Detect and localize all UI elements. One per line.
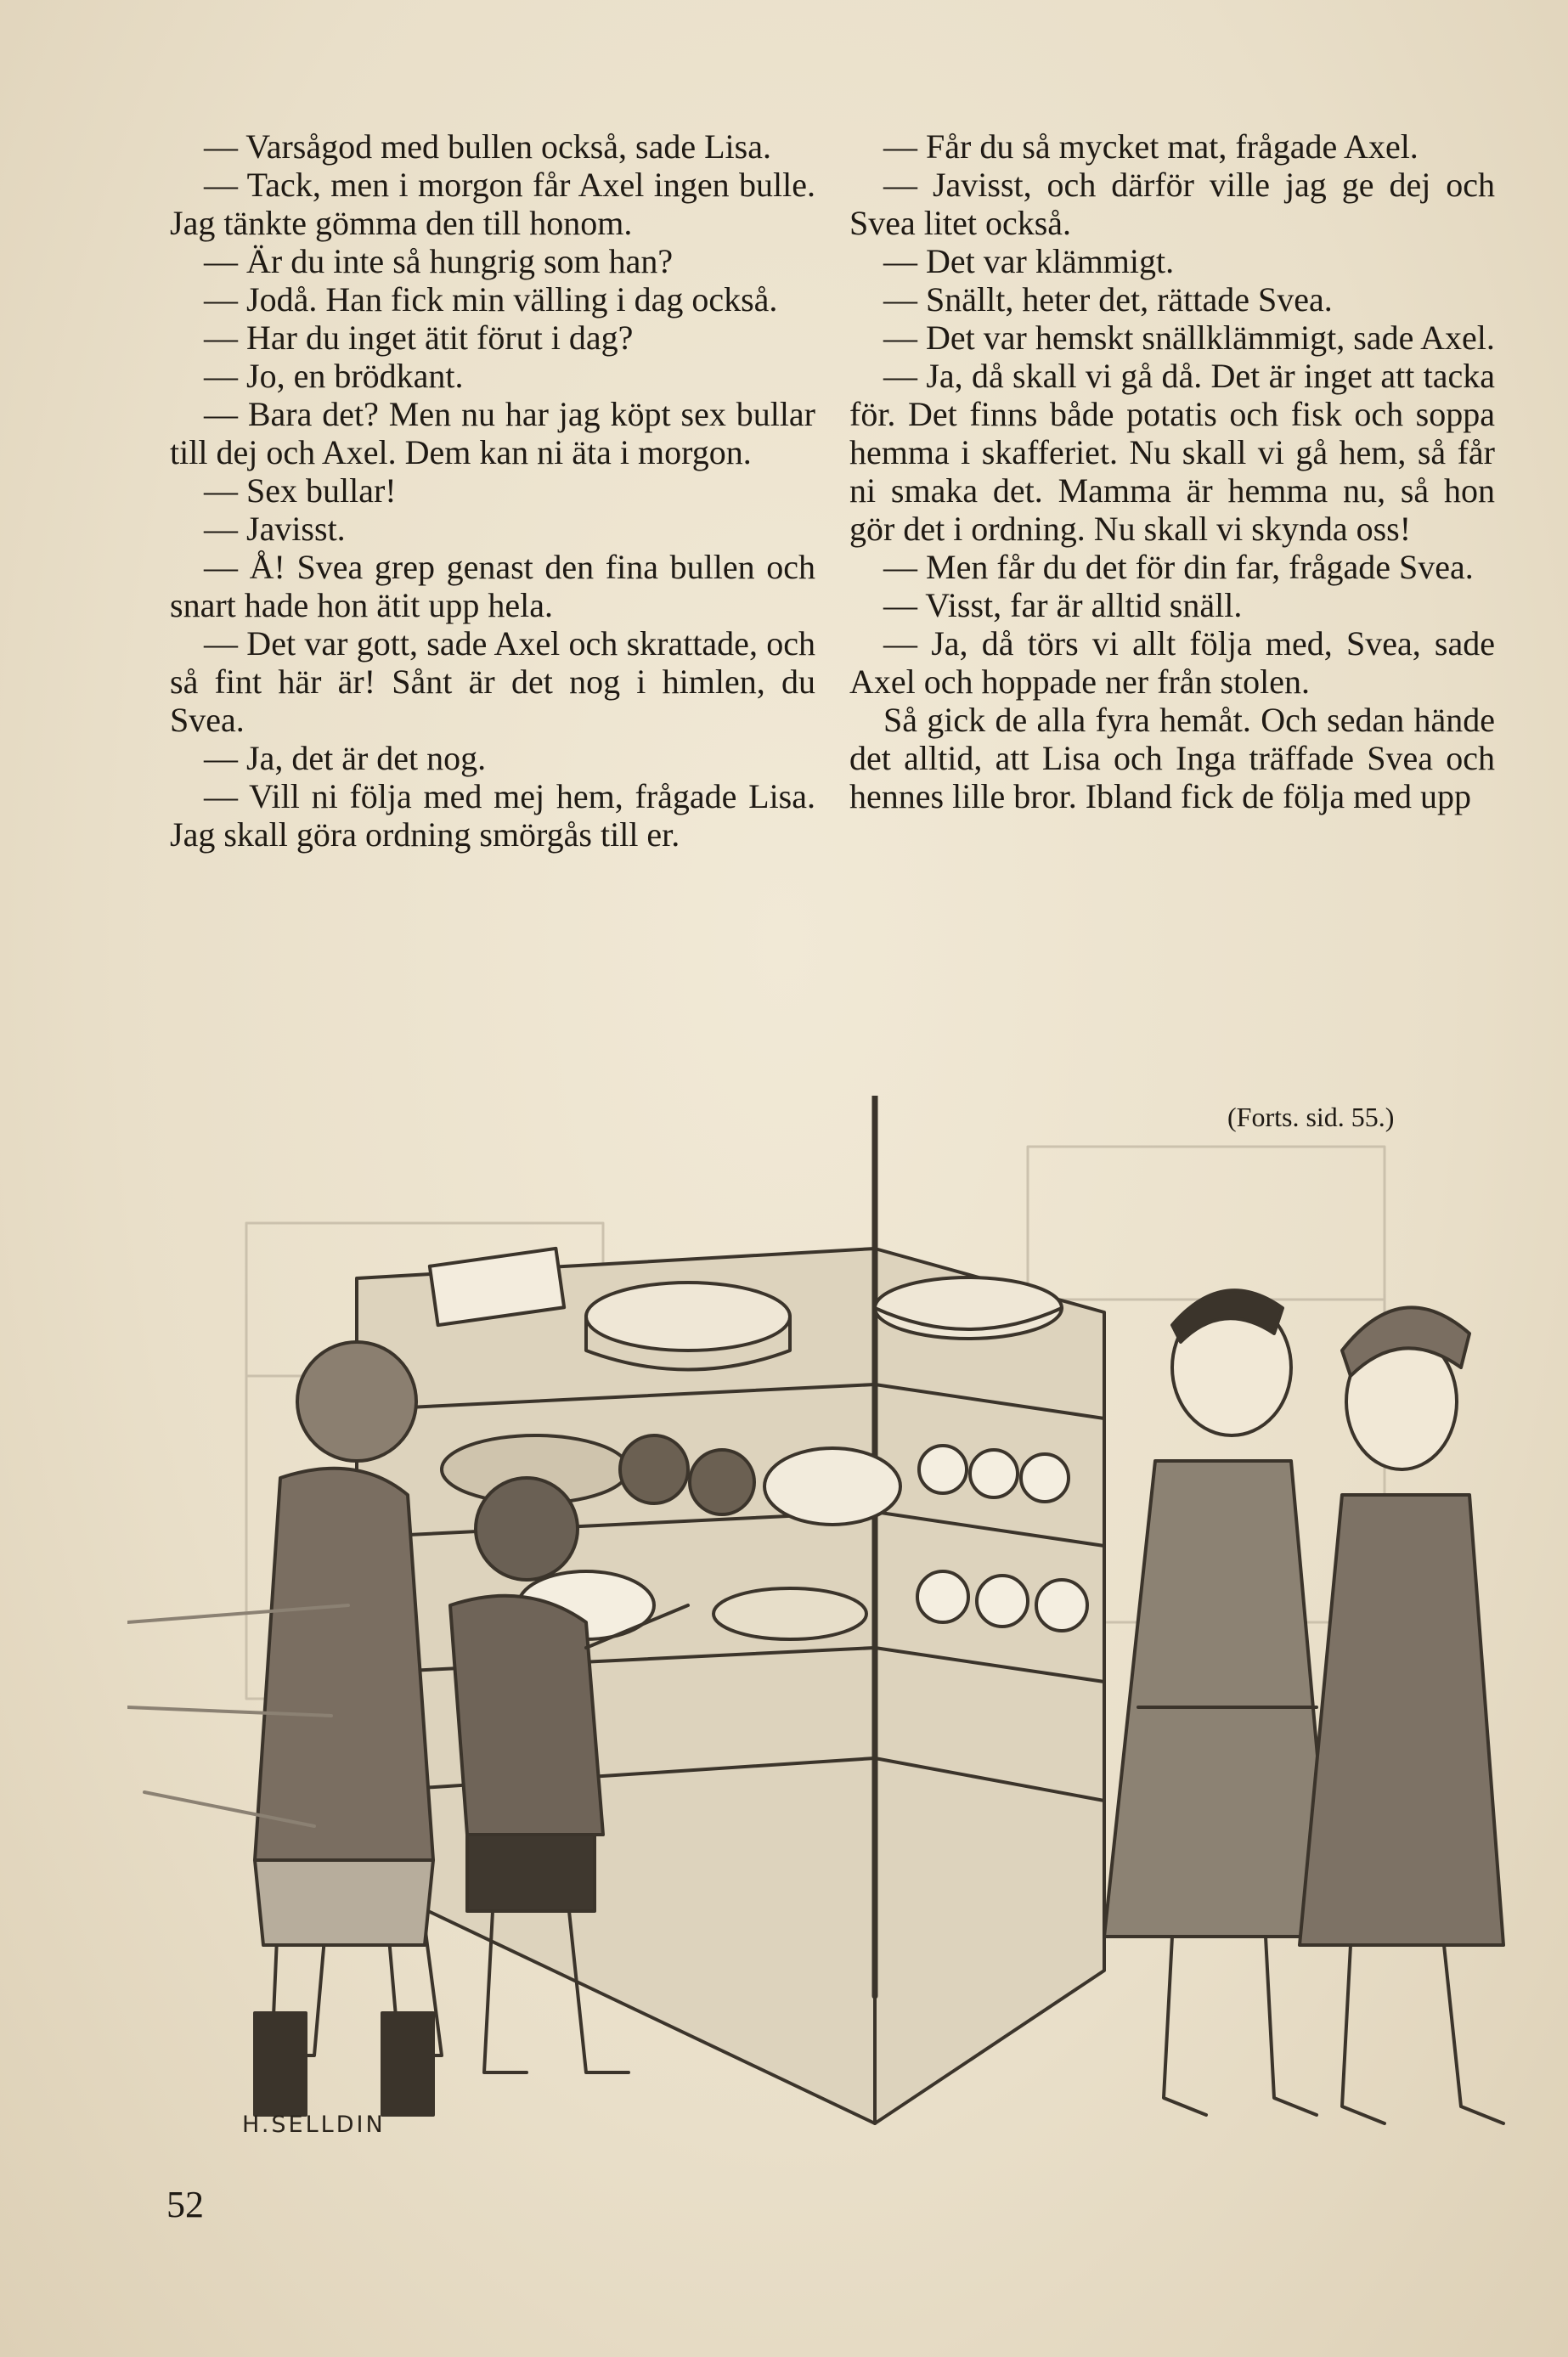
paragraph: — Jo, en brödkant. [204, 357, 464, 395]
paragraph: — Javisst. [204, 510, 346, 548]
paragraph: — Jodå. Han fick min välling i dag också. [204, 280, 778, 319]
paragraph: — Men får du det för din far, frågade Svea. [883, 548, 1474, 586]
paragraph: — Det var klämmigt. [883, 242, 1175, 280]
artist-signature: H.SELLDIN [242, 2112, 386, 2138]
paragraph: — Har du inget ätit förut i dag? [204, 319, 634, 357]
paragraph: — Det var gott, sade Axel och skrattade, och så fint här är! Sånt är det nog i himlen, du Svea. [170, 624, 815, 739]
paragraph: — Vill ni följa med mej hem, frågade Lisa. Jag skall göra ordning smörgås till er. [170, 777, 815, 854]
paragraph: — Ja, då törs vi allt följa med, Svea, sade Axel och hoppade ner från stolen. [849, 624, 1495, 701]
paragraph: — Visst, far är alltid snäll. [883, 586, 1243, 624]
paragraph: Så gick de alla fyra hemåt. Och sedan hände det alltid, att Lisa och Inga träffade Svea och hennes lille bror. Ibland fick de följa med upp [849, 701, 1495, 815]
paragraph: — Ja, det är det nog. [204, 739, 487, 777]
paragraph: — Får du så mycket mat, frågade Axel. [883, 127, 1419, 166]
paragraph: — Bara det? Men nu har jag köpt sex bullar till dej och Axel. Dem kan ni äta i morgon. [170, 395, 815, 471]
bakery-illustration [127, 1096, 1529, 2183]
left-text-column [170, 127, 815, 854]
right-text-column [849, 127, 1495, 815]
paragraph: — Snällt, heter det, rättade Svea. [883, 280, 1333, 319]
paragraph: — Å! Svea grep genast den fina bullen och snart hade hon ätit upp hela. [170, 548, 815, 624]
paragraph: — Är du inte så hungrig som han? [204, 242, 674, 280]
page-number: 52 [166, 2184, 204, 2225]
paragraph: — Sex bullar! [204, 471, 397, 510]
continuation-note: (Forts. sid. 55.) [1227, 1102, 1395, 1132]
paragraph: — Tack, men i morgon får Axel ingen bulle. Jag tänkte gömma den till honom. [170, 166, 815, 242]
paragraph: — Javisst, och därför ville jag ge dej och Svea litet också. [849, 166, 1495, 242]
paragraph: — Det var hemskt snällklämmigt, sade Axel. [883, 319, 1495, 357]
paragraph: — Varsågod med bullen också, sade Lisa. [204, 127, 771, 166]
paragraph: — Ja, då skall vi gå då. Det är inget att tacka för. Det finns både potatis och fisk och soppa hemma i skafferiet. Nu skall vi gå hem, så får ni smaka det. Mamma är hemma nu, så hon gör det i ordning. Nu skall vi skynda oss! [849, 357, 1495, 548]
